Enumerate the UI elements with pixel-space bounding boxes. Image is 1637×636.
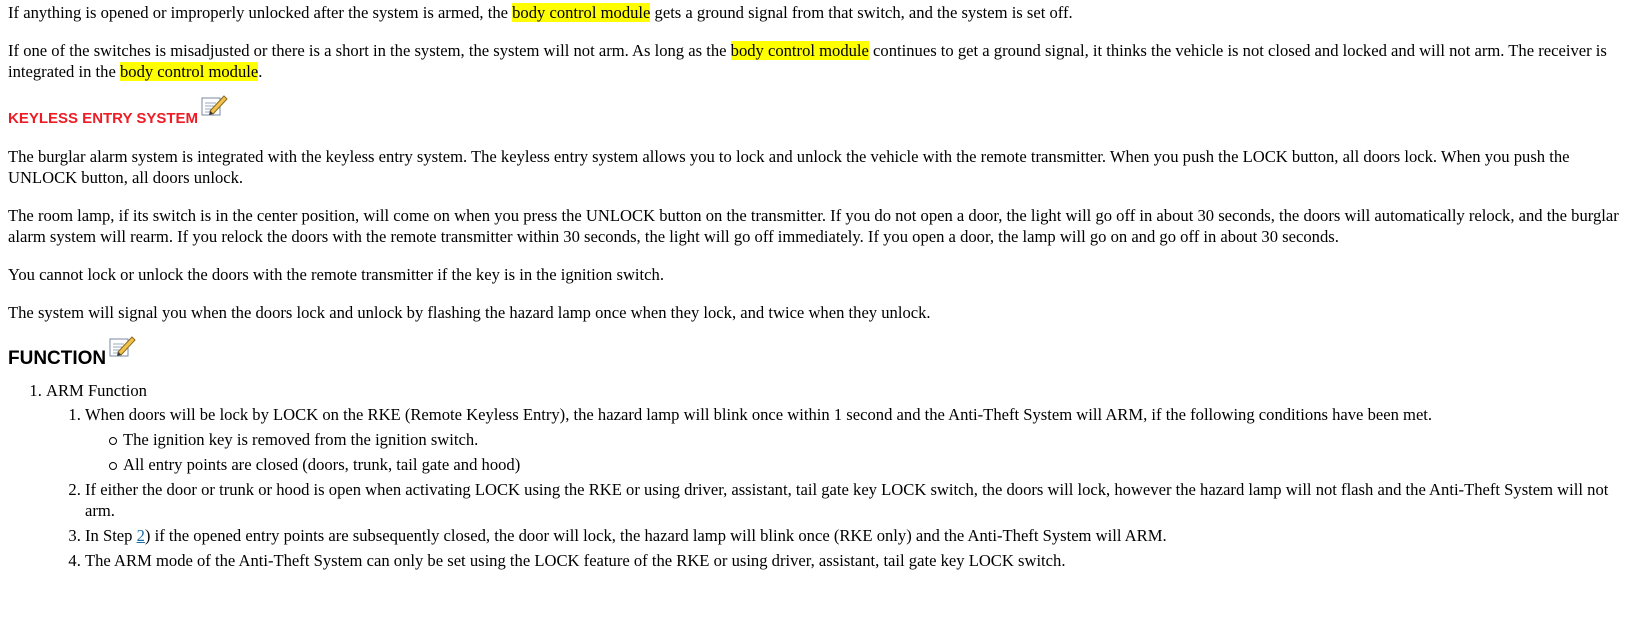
conditions-list <box>85 429 1637 475</box>
step-2-link[interactable]: 2 <box>136 526 145 545</box>
list-item: The ignition key is removed from the ignition switch. <box>123 429 1637 450</box>
list-item: 3. In Step 2) if the opened entry points are subsequently closed, the door will lock, the hazard lamp will blink once (RKE only) and the Anti-Theft System will ARM. <box>85 525 1637 546</box>
edit-note-icon[interactable] <box>200 93 228 128</box>
highlighted-term: body control module <box>119 62 259 81</box>
function-heading: FUNCTION <box>8 340 1637 370</box>
intro-paragraph-2: If one of the switches is misadjusted or there is a short in the system, the system will not arm. As long as the body control module continues to get a ground signal, it thinks the vehicle is not closed and locked and will not arm. The receiver is integrated in the body control module. <box>8 41 1607 81</box>
arm-function-sublist <box>46 404 1637 571</box>
document-body <box>0 2 1637 571</box>
list-item: All entry points are closed (doors, trunk, tail gate and hood) <box>123 454 1637 475</box>
keyless-paragraph-1: The burglar alarm system is integrated with the keyless entry system. The keyless entry system allows you to lock and unlock the vehicle with the remote transmitter. When you push the LOCK button, all doors lock. When you push the UNLOCK button, all doors unlock. <box>8 147 1570 187</box>
keyless-paragraph-3: You cannot lock or unlock the doors with the remote transmitter if the key is in the ignition switch. <box>8 265 664 284</box>
list-item: 1. When doors will be lock by LOCK on the RKE (Remote Keyless Entry), the hazard lamp will blink once within 1 second and the Anti-Theft System will ARM, if the following conditions have been met. The ignition key is removed from the ignition switch. All entry points are closed (doors, trunk, tail gate and hood) <box>85 404 1637 475</box>
keyless-entry-heading: KEYLESS ENTRY SYSTEM <box>8 99 1637 129</box>
list-item: 2. If either the door or trunk or hood is open when activating LOCK using the RKE or using driver, assistant, tail gate key LOCK switch, the doors will lock, however the hazard lamp will not flash and the Anti-Theft System will not arm. <box>85 479 1637 521</box>
keyless-paragraph-4: The system will signal you when the doors lock and unlock by flashing the hazard lamp once when they lock, and twice when they unlock. <box>8 303 931 322</box>
list-item-arm-function <box>46 380 1637 571</box>
intro-paragraph-1: If anything is opened or improperly unlocked after the system is armed, the body control module gets a ground signal from that switch, and the system is set off. <box>8 3 1073 22</box>
function-list <box>8 380 1637 571</box>
keyless-paragraph-2: The room lamp, if its switch is in the center position, will come on when you press the UNLOCK button on the transmitter. If you do not open a door, the light will go off in about 30 seconds, the doors will automatically relock, and the burglar alarm system will rearm. If you relock the doors with the remote transmitter within 30 seconds, the light will go off immediately. If you open a door, the lamp will go on and go off in about 30 seconds. <box>8 206 1619 246</box>
highlighted-term: body control module <box>512 3 651 22</box>
highlighted-term: body control module <box>730 41 869 60</box>
list-item: 4. The ARM mode of the Anti-Theft System can only be set using the LOCK feature of the RKE or using driver, assistant, tail gate key LOCK switch. <box>85 550 1637 571</box>
arm-function-label: ARM Function <box>46 381 147 400</box>
edit-note-icon[interactable] <box>108 334 136 368</box>
